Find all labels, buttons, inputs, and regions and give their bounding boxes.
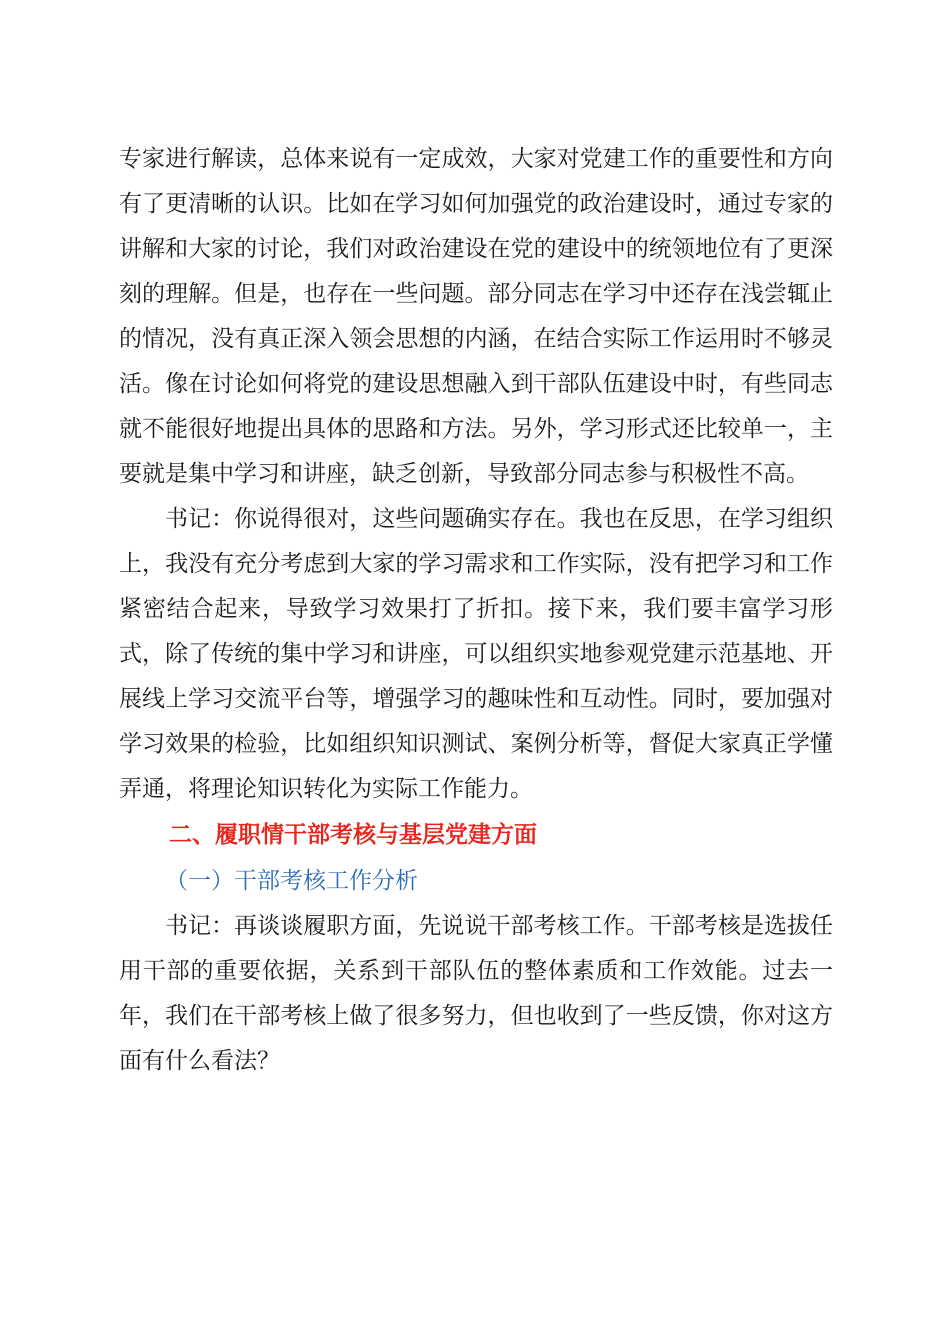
paragraph-secretary-question: 书记：再谈谈履职方面，先说说干部考核工作。干部考核是选拔任用干部的重要依据，关系到干部队伍的整体素质和工作效能。过去一年，我们在干部考核上做了很多努力，但也收到了一些反馈，你对这方面有什么看法？ [119, 913, 833, 1074]
subsection-heading: （一）干部考核工作分析 [165, 868, 418, 894]
paragraph-secretary-reply: 书记：你说得很对，这些问题确实存在。我也在反思，在学习组织上，我没有充分考虑到大家的学习需求和工作实际，没有把学习和工作紧密结合起来，导致学习效果打了折扣。接下来，我们要丰富学习形式，除了传统的集中学习和讲座，可以组织实地参观党建示范基地、开展线上学习交流平台等，增强学习的趣味性和互动性。同时，要加强对学习效果的检验，比如组织知识测试、案例分析等，督促大家真正学懂弄通，将理论知识转化为实际工作能力。 [119, 506, 833, 802]
paragraph-continuation: 专家进行解读，总体来说有一定成效，大家对党建工作的重要性和方向有了更清晰的认识。比如在学习如何加强党的政治建设时，通过专家的讲解和大家的讨论，我们对政治建设在党的建设中的统领地位有了更深刻的理解。但是，也存在一些问题。部分同志在学习中还存在浅尝辄止的情况，没有真正深入领会思想的内涵，在结合实际工作运用时不够灵活。像在讨论如何将党的建设思想融入到干部队伍建设中时，有些同志就不能很好地提出具体的思路和方法。另外，学习形式还比较单一，主要就是集中学习和讲座，缺乏创新，导致部分同志参与积极性不高。 [119, 146, 833, 487]
document-body [119, 137, 833, 1084]
section-heading: 二、履职情干部考核与基层党建方面 [169, 822, 537, 848]
